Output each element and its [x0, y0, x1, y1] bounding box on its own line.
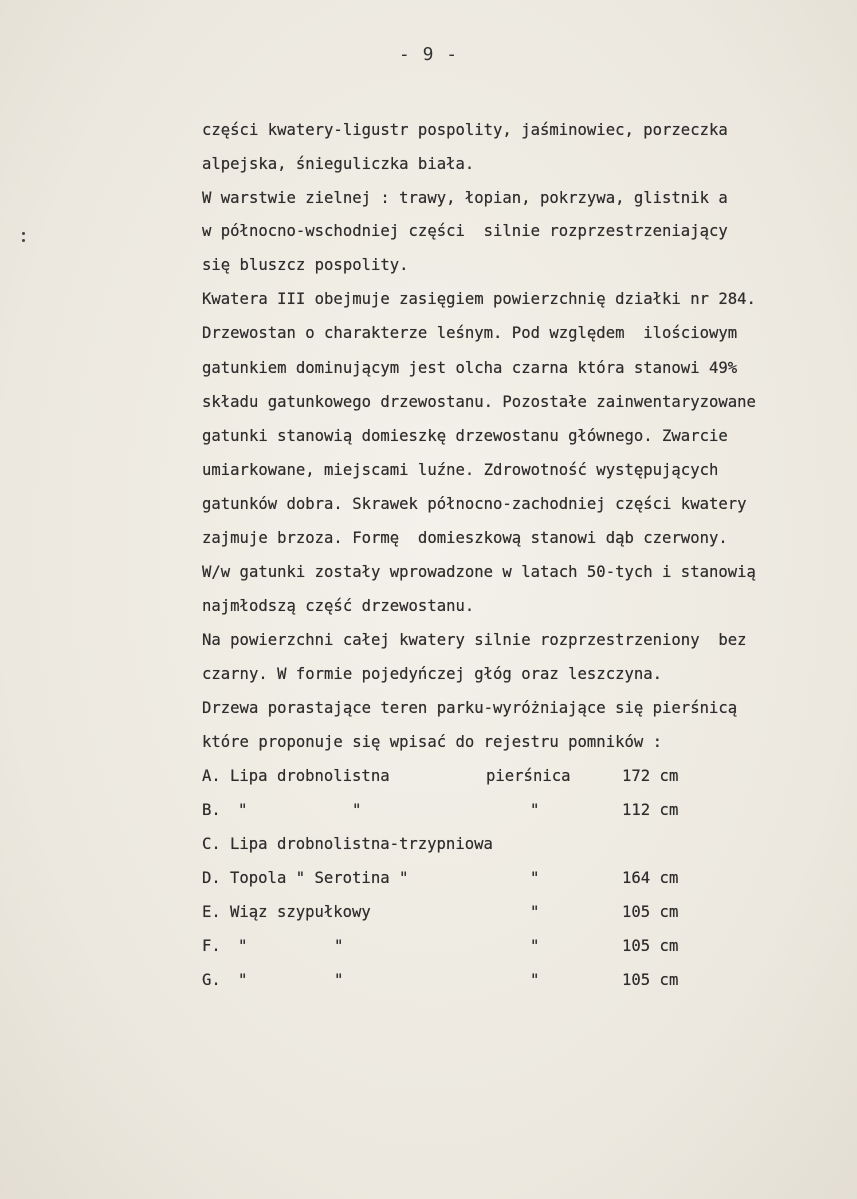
tree-value: 172 cm	[622, 767, 679, 785]
tree-letter: G.	[202, 971, 221, 989]
tree-mid: "	[334, 937, 344, 955]
tree-name: "	[238, 937, 248, 955]
tree-col3: "	[530, 869, 540, 887]
punch-hole-mark	[22, 239, 25, 242]
text-line: Kwatera III obejmuje zasięgiem powierzchnię działki nr 284.	[202, 290, 756, 308]
text-line: czarny. W formie pojedyńczej głóg oraz leszczyna.	[202, 665, 663, 683]
tree-name: Lipa drobnolistna	[230, 767, 390, 785]
text-line: zajmuje brzoza. Formę domieszkową stanowi dąb czerwony.	[202, 529, 728, 547]
tree-letter: E.	[202, 903, 221, 921]
tree-mid: "	[334, 971, 344, 989]
text-line: składu gatunkowego drzewostanu. Pozostałe zainwentaryzowane	[202, 393, 756, 411]
tree-value: 105 cm	[622, 937, 679, 955]
tree-value: 105 cm	[622, 903, 679, 921]
tree-name: Lipa drobnolistna-trzypniowa	[230, 835, 493, 853]
text-line: gatunków dobra. Skrawek północno-zachodniej części kwatery	[202, 495, 747, 513]
text-line: najmłodszą część drzewostanu.	[202, 597, 475, 615]
tree-name: Wiąz szypułkowy	[230, 903, 371, 921]
text-line: Na powierzchni całej kwatery silnie rozprzestrzeniony bez	[202, 631, 747, 649]
text-line: gatunki stanowią domieszkę drzewostanu głównego. Zwarcie	[202, 427, 728, 445]
tree-col3: "	[530, 937, 540, 955]
tree-col3: "	[530, 801, 540, 819]
tree-letter: B.	[202, 801, 221, 819]
tree-mid: "	[352, 801, 362, 819]
text-line: W warstwie zielnej : trawy, łopian, pokrzywa, glistnik a	[202, 189, 728, 207]
text-line: Drzewostan o charakterze leśnym. Pod względem ilościowym	[202, 324, 738, 342]
tree-value: 105 cm	[622, 971, 679, 989]
tree-letter: D.	[202, 869, 221, 887]
text-line: się bluszcz pospolity.	[202, 256, 409, 274]
text-line: gatunkiem dominującym jest olcha czarna która stanowi 49%	[202, 359, 738, 377]
tree-name: "	[238, 971, 248, 989]
text-line: umiarkowane, miejscami luźne. Zdrowotność występujących	[202, 461, 719, 479]
tree-value: 112 cm	[622, 801, 679, 819]
text-line: które proponuje się wpisać do rejestru pomników :	[202, 733, 663, 751]
punch-hole-mark	[22, 232, 25, 235]
tree-letter: F.	[202, 937, 221, 955]
text-line: Drzewa porastające teren parku-wyróżniające się pierśnicą	[202, 699, 738, 717]
tree-letter: A.	[202, 767, 221, 785]
tree-col3: "	[530, 971, 540, 989]
text-line: W/w gatunki zostały wprowadzone w latach 50-tych i stanowią	[202, 563, 756, 581]
tree-col3: pierśnica	[486, 767, 571, 785]
text-line: części kwatery-ligustr pospolity, jaśminowiec, porzeczka	[202, 121, 728, 139]
text-line: alpejska, śnieguliczka biała.	[202, 155, 475, 173]
text-line: w północno-wschodniej części silnie rozprzestrzeniający	[202, 222, 728, 240]
page-number: - 9 -	[398, 44, 459, 65]
tree-value: 164 cm	[622, 869, 679, 887]
tree-col3: "	[530, 903, 540, 921]
tree-name: Topola " Serotina "	[230, 869, 409, 887]
tree-name: "	[238, 801, 248, 819]
tree-letter: C.	[202, 835, 221, 853]
